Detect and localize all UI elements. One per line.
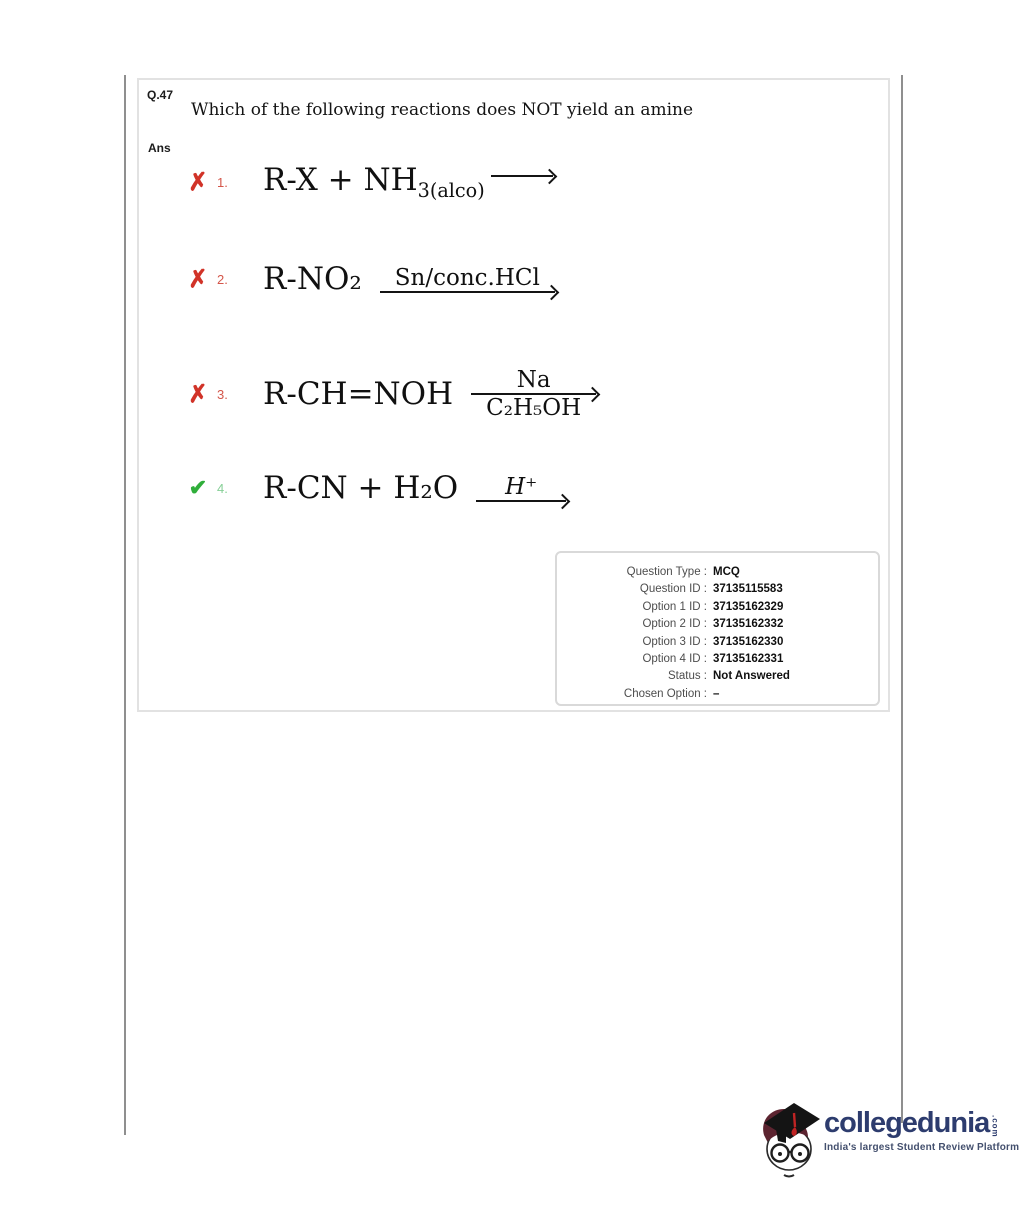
detail-label: Question Type :: [626, 566, 707, 578]
detail-value: 37135162332: [713, 618, 784, 631]
option-number: 1.: [217, 174, 228, 190]
option-formula: R-CN + H₂O: [263, 470, 459, 506]
detail-label: Question ID :: [639, 583, 707, 596]
detail-label: Option 2 ID :: [642, 618, 707, 631]
detail-value: 37135162331: [713, 653, 784, 666]
detail-label: Option 4 ID :: [642, 653, 707, 666]
answer-label: Ans: [148, 141, 171, 155]
option-row-3: [183, 358, 596, 430]
reaction-arrow: [471, 367, 596, 422]
red-cross-icon: ✗: [187, 264, 209, 294]
detail-label: Option 1 ID :: [642, 600, 707, 613]
option-row-2: [183, 248, 555, 310]
option-row-1: [183, 159, 553, 205]
detail-value: –: [713, 687, 720, 700]
arrow-bottom-label: C₂H₅OH: [486, 395, 582, 421]
brand-name: collegedunia: [824, 1107, 990, 1139]
detail-row: [557, 616, 878, 633]
arrow-top-label: Na: [516, 366, 551, 393]
reaction-arrow: [476, 474, 566, 502]
detail-row: [557, 581, 878, 598]
question-text: Which of the following reactions does NOT yield an amine: [191, 100, 694, 120]
detail-label: Chosen Option :: [623, 687, 707, 700]
right-page-rule: [901, 75, 903, 1123]
arrow-top-label: H⁺: [505, 473, 538, 500]
option-formula: R-NO₂: [263, 261, 362, 297]
detail-value: MCQ: [713, 566, 740, 578]
detail-row: [557, 668, 878, 685]
detail-row: [557, 651, 878, 668]
detail-value: 37135115583: [713, 583, 783, 596]
option-row-4: [183, 459, 566, 517]
option-number: 2.: [217, 271, 228, 287]
red-cross-icon: ✗: [187, 379, 209, 409]
reaction-arrow: [491, 175, 553, 177]
red-cross-icon: ✗: [187, 167, 209, 197]
detail-row: [557, 686, 878, 703]
option-formula: $R-X + NH_{3(alco)}$: [263, 161, 485, 203]
detail-value: 37135162329: [713, 600, 784, 613]
detail-label: Status :: [668, 670, 707, 683]
question-number: Q.47: [147, 88, 174, 102]
detail-row: [557, 599, 878, 616]
detail-value: 37135162330: [713, 635, 784, 648]
option-number: 3.: [217, 386, 228, 402]
detail-label: Option 3 ID :: [642, 635, 707, 648]
brand-domain-suffix: .com: [990, 1115, 1000, 1138]
detail-value: Not Answered: [713, 670, 790, 683]
mascot-icon: [756, 1097, 822, 1183]
collegedunia-logo[interactable]: [756, 1095, 1019, 1183]
detail-row: [557, 634, 878, 651]
question-details-panel: [555, 551, 880, 706]
green-check-icon: ✔: [188, 475, 208, 500]
left-page-rule: [124, 75, 126, 1135]
reaction-arrow: [380, 265, 555, 293]
arrow-top-label: Sn/conc.HCl: [394, 264, 540, 291]
question-card: [137, 78, 890, 712]
detail-row: [557, 564, 878, 581]
brand-tagline: India's largest Student Review Platform: [824, 1142, 1020, 1153]
option-number: 4.: [217, 480, 228, 496]
option-formula: R-CH=NOH: [263, 376, 454, 412]
